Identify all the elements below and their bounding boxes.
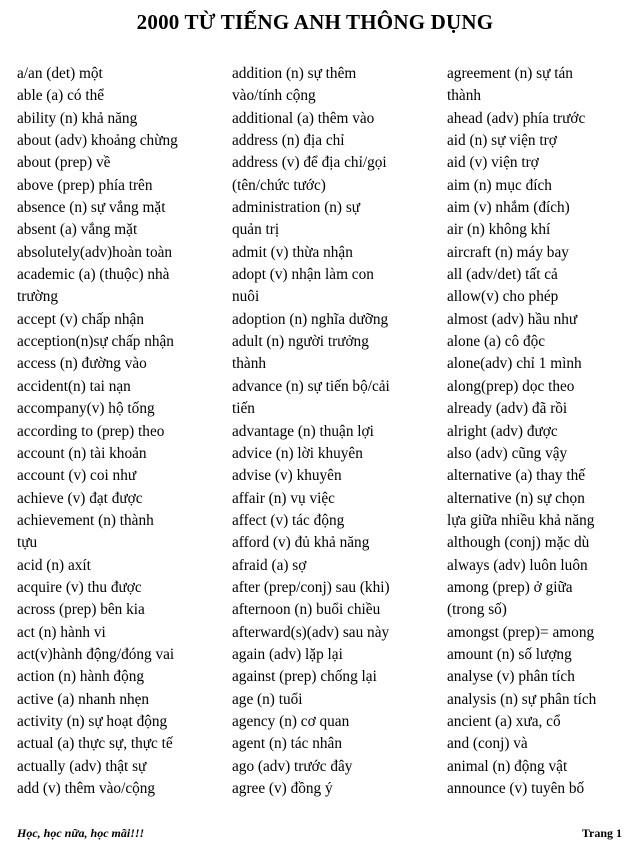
vocab-line: along(prep) dọc theo [447, 377, 575, 395]
vocab-line: advice (n) lời khuyên [232, 444, 363, 462]
vocab-line: able (a) có thể [17, 87, 105, 105]
vocab-line: a/an (det) một [17, 65, 103, 82]
vocab-line: advantage (n) thuận lợi [232, 422, 374, 440]
vocab-line: adoption (n) nghĩa dưỡng [232, 310, 389, 328]
vocab-line: active (a) nhanh nhẹn [17, 690, 150, 708]
word-column-2 [232, 63, 437, 800]
vocab-line: (tên/chức tước) [232, 176, 326, 194]
vocab-line: already (adv) đã rồi [447, 400, 568, 418]
vocab-line: access (n) đường vào [17, 355, 147, 373]
vocab-line: aid (n) sự viện trợ [447, 132, 557, 150]
vocab-line: afraid (a) sợ [232, 556, 307, 574]
vocab-line: accept (v) chấp nhận [17, 310, 144, 328]
vocab-line: adult (n) người trưởng [232, 333, 369, 351]
vocab-line: age (n) tuổi [232, 690, 303, 708]
vocab-line: aid (v) viện trợ [447, 154, 539, 172]
vocab-line: amount (n) số lượng [447, 645, 572, 663]
vocab-line: across (prep) bên kia [17, 601, 145, 619]
vocab-line: thành [447, 87, 481, 105]
vocab-line: aircraft (n) máy bay [447, 243, 569, 261]
vocab-line: animal (n) động vật [447, 757, 568, 775]
vocab-line: academic (a) (thuộc) nhà [17, 266, 170, 284]
vocab-line: amongst (prep)= among [447, 623, 595, 641]
vocab-line: act(v)hành động/đóng vai [17, 645, 175, 663]
vocab-line: agreement (n) sự tán [447, 65, 573, 82]
footer-motto: Học, học nữa, học mãi!!! [17, 826, 145, 840]
vocab-line: accident(n) tai nạn [17, 377, 131, 395]
vocab-line: quản trị [232, 221, 280, 239]
vocab-line: address (v) để địa chỉ/gọi [232, 154, 387, 172]
vocab-line: although (conj) mặc dù [447, 534, 590, 552]
vocab-line: agree (v) đồng ý [232, 780, 333, 797]
page-number: Trang 1 [581, 826, 622, 840]
vocab-line: agent (n) tác nhân [232, 735, 342, 753]
vocab-line: vào/tính cộng [232, 87, 316, 105]
word-column-3 [447, 63, 627, 800]
vocab-line: add (v) thêm vào/cộng [17, 780, 156, 797]
vocab-line: absence (n) sự vắng mặt [17, 199, 166, 217]
vocab-line: ahead (adv) phía trước [447, 109, 586, 127]
vocab-line: alternative (n) sự chọn [447, 489, 585, 507]
vocab-line: ago (adv) trước đây [232, 757, 353, 775]
vocab-line: nuôi [232, 288, 260, 306]
vocab-line: affect (v) tác động [232, 511, 345, 529]
vocab-line: agency (n) cơ quan [232, 712, 350, 730]
vocab-line: admit (v) thừa nhận [232, 243, 353, 261]
vocab-line: alright (adv) được [447, 422, 558, 440]
vocab-line: alternative (a) thay thế [447, 467, 586, 485]
vocab-line: achieve (v) đạt được [17, 489, 143, 507]
vocab-line: almost (adv) hầu như [447, 310, 578, 328]
vocab-line: addition (n) sự thêm [232, 65, 357, 82]
vocab-line: against (prep) chống lại [232, 668, 377, 686]
vocab-line: absolutely(adv)hoàn toàn [17, 243, 173, 261]
vocab-line: alone(adv) chỉ 1 mình [447, 355, 582, 373]
vocab-line: accompany(v) hộ tống [17, 400, 155, 418]
vocab-line: tiến [232, 400, 255, 418]
vocab-line: acception(n)sự chấp nhận [17, 333, 174, 351]
vocab-line: air (n) không khí [447, 221, 551, 239]
vocab-line: actual (a) thực sự, thực tế [17, 735, 173, 753]
vocab-line: tựu [17, 534, 38, 552]
page-title: 2000 TỪ TIẾNG ANH THÔNG DỤNG [136, 10, 494, 34]
vocab-line: according to (prep) theo [17, 422, 165, 440]
vocab-line: afterward(s)(adv) sau này [232, 623, 390, 641]
vocab-line: alone (a) cô độc [447, 333, 546, 351]
vocab-line: announce (v) tuyên bố [447, 780, 585, 797]
vocab-line: and (conj) và [447, 735, 528, 753]
vocab-line: actually (adv) thật sự [17, 757, 147, 775]
vocab-line: afford (v) đủ khả năng [232, 534, 370, 552]
vocab-line: activity (n) sự hoạt động [17, 712, 168, 730]
vocab-line: all (adv/det) tất cả [447, 266, 558, 284]
vocab-line: thành [232, 355, 266, 373]
vocab-line: aim (n) mục đích [447, 176, 552, 194]
vocab-line: analyse (v) phân tích [447, 668, 575, 686]
vocab-line: additional (a) thêm vào [232, 109, 375, 127]
vocab-line: analysis (n) sự phân tích [447, 690, 597, 708]
word-column-1 [17, 63, 222, 800]
vocab-line: adopt (v) nhận làm con [232, 266, 374, 284]
vocab-line: after (prep/conj) sau (khi) [232, 578, 390, 596]
vocab-line: action (n) hành động [17, 668, 145, 686]
vocab-line: afternoon (n) buổi chiều [232, 601, 381, 619]
vocab-line: acid (n) axít [17, 556, 91, 574]
vocab-line: about (prep) về [17, 154, 111, 172]
vocab-line: address (n) địa chỉ [232, 132, 345, 150]
vocab-line: always (adv) luôn luôn [447, 556, 588, 574]
vocab-line: acquire (v) thu được [17, 578, 142, 596]
vocab-line: above (prep) phía trên [17, 176, 153, 194]
vocab-line: (trong số) [447, 601, 507, 619]
vocab-line: allow(v) cho phép [447, 288, 559, 306]
vocab-line: act (n) hành vi [17, 623, 106, 641]
vocab-line: affair (n) vụ việc [232, 489, 335, 507]
vocab-line: about (adv) khoảng chừng [17, 132, 178, 150]
vocab-line: again (adv) lặp lại [232, 645, 343, 663]
vocab-line: absent (a) vắng mặt [17, 221, 138, 239]
vocab-line: account (n) tài khoản [17, 444, 147, 462]
vocab-line: advise (v) khuyên [232, 467, 342, 485]
vocab-line: ancient (a) xưa, cổ [447, 712, 561, 730]
vocab-line: aim (v) nhắm (đích) [447, 199, 570, 217]
vocab-line: also (adv) cũng vậy [447, 444, 568, 462]
vocab-line: among (prep) ở giữa [447, 578, 573, 596]
vocab-line: advance (n) sự tiến bộ/cải [232, 377, 390, 395]
vocab-line: lựa giữa nhiều khả năng [447, 511, 595, 529]
vocab-line: achievement (n) thành [17, 511, 154, 529]
vocab-line: trường [17, 288, 59, 306]
vocab-line: ability (n) khả năng [17, 109, 138, 127]
vocab-line: administration (n) sự [232, 199, 361, 217]
vocab-line: account (v) coi như [17, 467, 137, 485]
